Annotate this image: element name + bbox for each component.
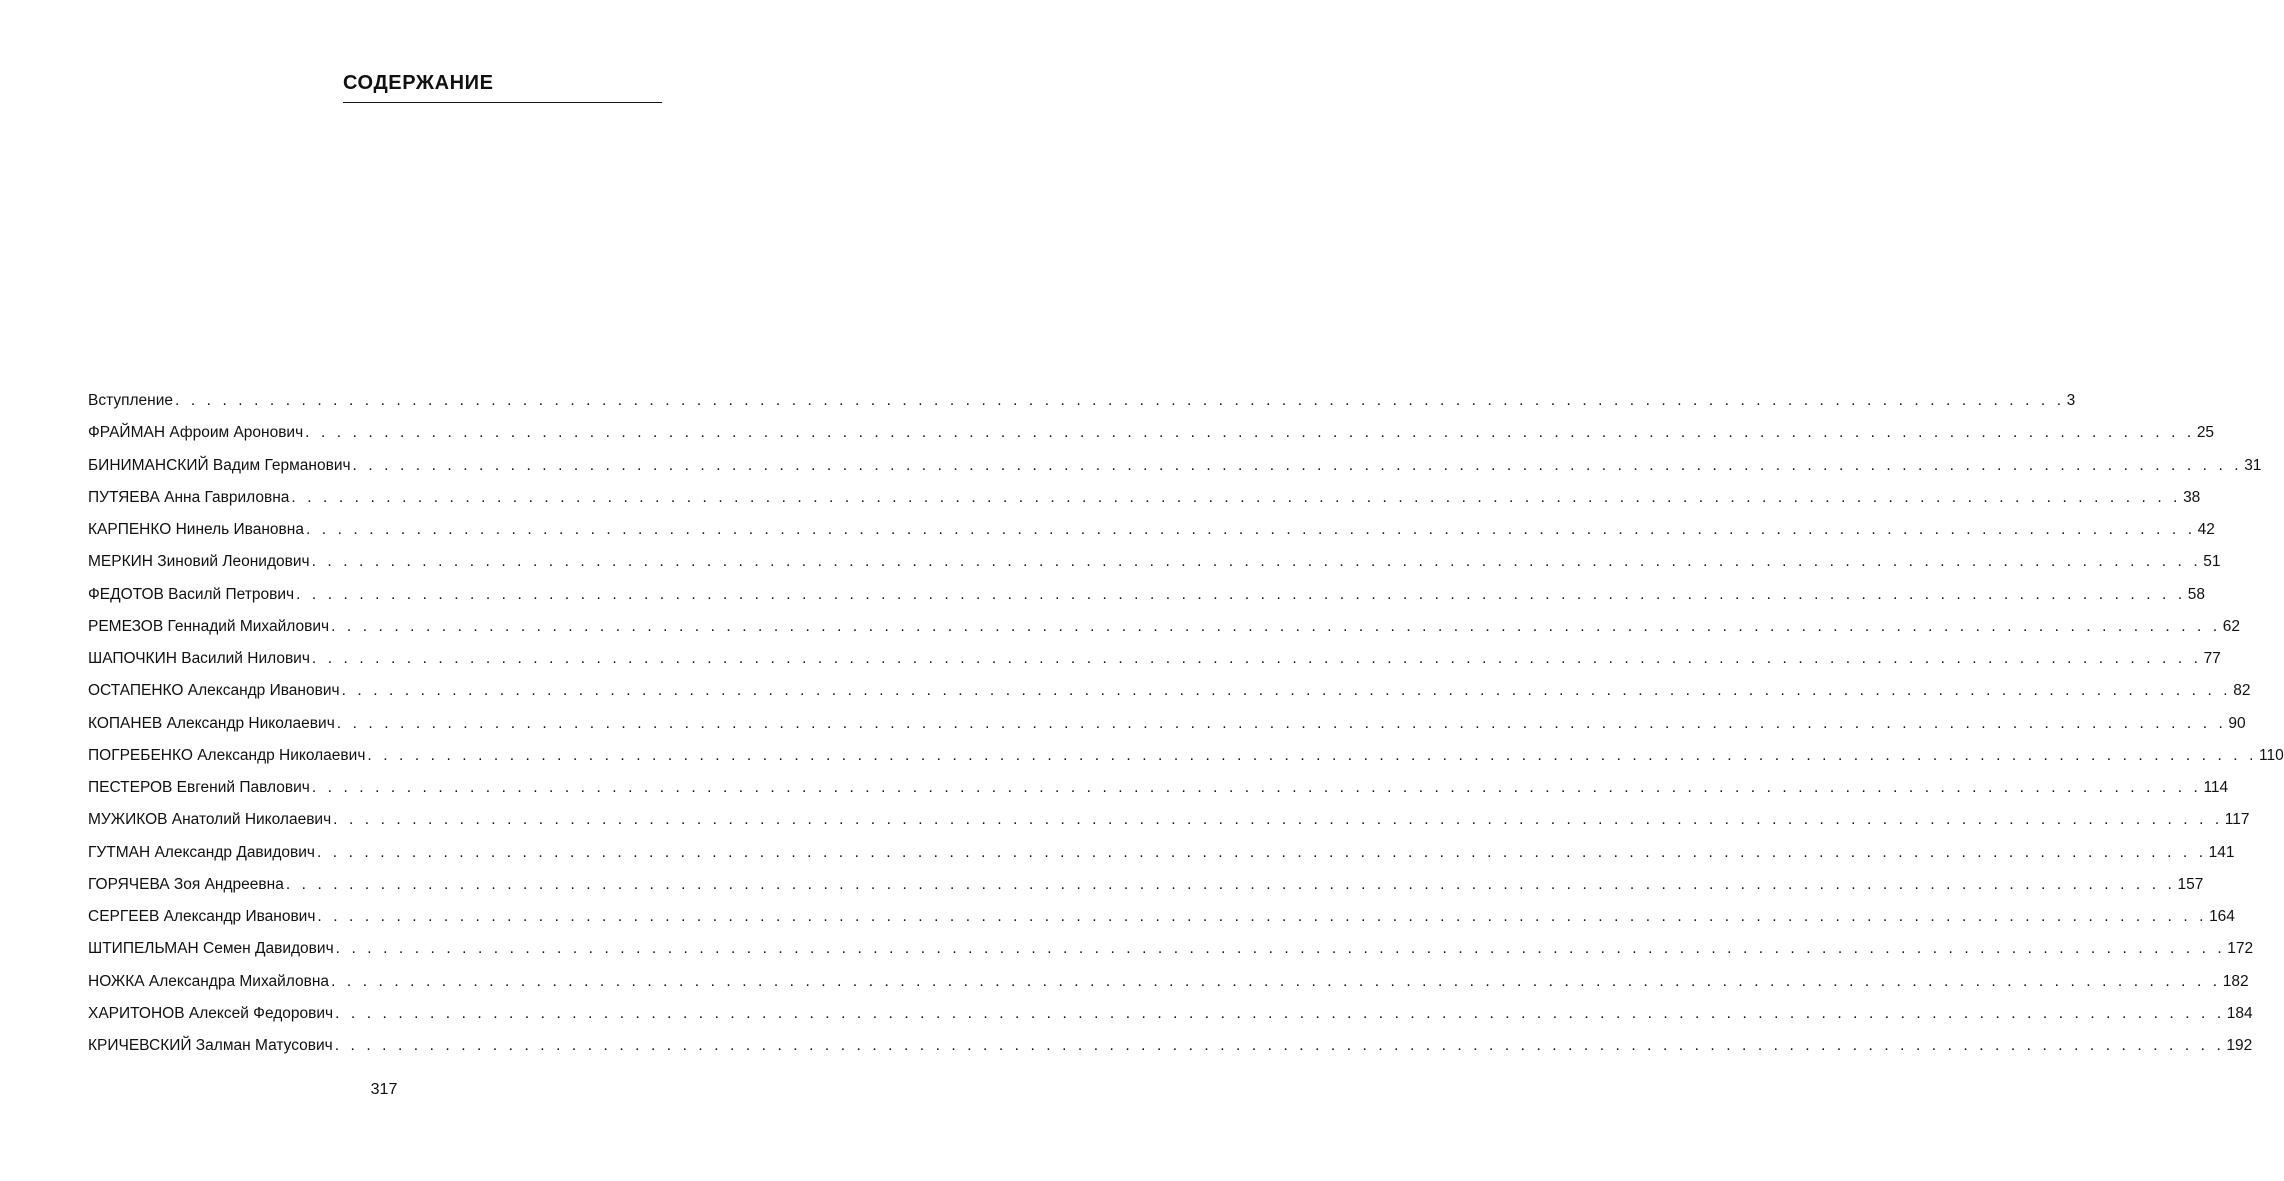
toc-leader-dots: . . . . . . . . . . . . . . . . . . . . . . . . . . . . . . . . . . . . . . . . . . . . . . . . . . . . . . . . . . . . . . . . . . . . . . . . . . . . . . . . . . . . . . . . . . . . . . . . . . . . . . . . . . . . . . . . . . . . . . . . (341, 682, 2232, 700)
toc-entry (88, 872, 2204, 904)
toc-entry-title: МЕРКИН Зиновий Леонидович (88, 553, 310, 571)
toc-leader-dots: . . . . . . . . . . . . . . . . . . . . . . . . . . . . . . . . . . . . . . . . . . . . . . . . . . . . . . . . . . . . . . . . . . . . . . . . . . . . . . . . . . . . . . . . . . . . . . . . . . . . . . . . . . . . . . . . . . . . . . . . (175, 392, 2065, 409)
toc-entry-page: 58 (2187, 585, 2205, 603)
toc-entry-page: 157 (2177, 875, 2204, 893)
toc-entry (88, 614, 2240, 646)
page-number: 317 (370, 1081, 398, 1098)
toc-entry (88, 904, 2235, 936)
toc-entry-page: 77 (2203, 650, 2221, 667)
toc-entry-title: НОЖКА Александра Михайловна (88, 972, 330, 990)
toc-entry-title: СЕРГЕЕВ Александр Иванович (88, 908, 316, 925)
toc-leader-dots: . . . . . . . . . . . . . . . . . . . . . . . . . . . . . . . . . . . . . . . . . . . . . . . . . . . . . . . . . . . . . . . . . . . . . . . . . . . . . . . . . . . . . . . . . . . . . . . . . . . . . . . . . . . . . . . . . . . . . . . . (335, 1004, 2225, 1022)
toc-entry-page: 117 (2224, 811, 2250, 829)
toc-entry-page: 184 (2226, 1004, 2253, 1022)
toc-leader-dots: . . . . . . . . . . . . . . . . . . . . . . . . . . . . . . . . . . . . . . . . . . . . . . . . . . . . . . . . . . . . . . . . . . . . . . . . . . . . . . . . . . . . . . . . . . . . . . . . . . . . . . . . . . . . . . . . . . . . . . . . (305, 521, 2196, 538)
toc-entry (88, 775, 2229, 807)
toc-entry-title: Вступление (88, 392, 174, 409)
toc-leader-dots: . . . . . . . . . . . . . . . . . . . . . . . . . . . . . . . . . . . . . . . . . . . . . . . . . . . . . . . . . . . . . . . . . . . . . . . . . . . . . . . . . . . . . . . . . . . . . . . . . . . . . . . . . . . . . . . . . . . . . . . . (336, 714, 2227, 732)
toc-entry-page: 110 (2259, 746, 2284, 764)
toc-entry-title: КАРПЕНКО Нинель Ивановна (88, 521, 304, 538)
toc-entry-title: БИНИМАНСКИЙ Вадим Германович (88, 456, 351, 474)
toc-leader-dots: . . . . . . . . . . . . . . . . . . . . . . . . . . . . . . . . . . . . . . . . . . . . . . . . . . . . . . . . . . . . . . . . . . . . . . . . . . . . . . . . . . . . . . . . . . . . . . . . . . . . . . . . . . . . . . . . . . . . . . . . (317, 908, 2208, 925)
toc-leader-dots: . . . . . . . . . . . . . . . . . . . . . . . . . . . . . . . . . . . . . . . . . . . . . . . . . . . . . . . . . . . . . . . . . . . . . . . . . . . . . . . . . . . . . . . . . . . . . . . . . . . . . . . . . . . . . . . . . . . . . . . . (311, 650, 2202, 667)
toc-entry-title: КОПАНЕВ Александр Николаевич (88, 714, 335, 732)
toc-entry-page: 82 (2233, 682, 2251, 700)
toc-entry-page: 25 (2196, 424, 2215, 442)
toc-entry (88, 1001, 2253, 1033)
toc-leader-dots: . . . . . . . . . . . . . . . . . . . . . . . . . . . . . . . . . . . . . . . . . . . . . . . . . . . . . . . . . . . . . . . . . . . . . . . . . . . . . . . . . . . . . . . . . . . . . . . . . . . . . . . . . . . . . . . . . . . . . . . . (333, 811, 2223, 829)
toc-entry-page: 114 (2203, 779, 2229, 796)
toc-entry-page: 3 (2066, 392, 2076, 409)
toc-entry-page: 164 (2209, 908, 2235, 925)
toc-entry-title: ПЕСТЕРОВ Евгений Павлович (88, 779, 310, 796)
table-of-contents (88, 388, 2284, 1065)
toc-entry (88, 678, 2251, 710)
toc-entry-title: ОСТАПЕНКО Александр Иванович (88, 682, 340, 700)
toc-entry-title: ХАРИТОНОВ Алексей Федорович (88, 1004, 334, 1022)
toc-entry (88, 453, 2262, 485)
toc-entry-page: 90 (2228, 714, 2246, 732)
toc-leader-dots: . . . . . . . . . . . . . . . . . . . . . . . . . . . . . . . . . . . . . . . . . . . . . . . . . . . . . . . . . . . . . . . . . . . . . . . . . . . . . . . . . . . . . . . . . . . . . . . . . . . . . . . . . . . . . . . . . . . . . . . . (316, 843, 2207, 861)
toc-entry (88, 936, 2254, 968)
toc-entry (88, 549, 2221, 581)
toc-leader-dots: . . . . . . . . . . . . . . . . . . . . . . . . . . . . . . . . . . . . . . . . . . . . . . . . . . . . . . . . . . . . . . . . . . . . . . . . . . . . . . . . . . . . . . . . . . . . . . . . . . . . . . . . . . . . . . . . . . . . . . . . (335, 940, 2226, 958)
toc-entry (88, 711, 2246, 743)
toc-leader-dots: . . . . . . . . . . . . . . . . . . . . . . . . . . . . . . . . . . . . . . . . . . . . . . . . . . . . . . . . . . . . . . . . . . . . . . . . . . . . . . . . . . . . . . . . . . . . . . . . . . . . . . . . . . . . . . . . . . . . . . . . (291, 488, 2182, 506)
toc-entry-title: ШТИПЕЛЬМАН Семен Давидович (88, 940, 334, 958)
toc-leader-dots: . . . . . . . . . . . . . . . . . . . . . . . . . . . . . . . . . . . . . . . . . . . . . . . . . . . . . . . . . . . . . . . . . . . . . . . . . . . . . . . . . . . . . . . . . . . . . . . . . . . . . . . . . . . . . . . . . . . . . . . . (352, 456, 2243, 474)
toc-entry-title: ГУТМАН Александр Давидович (88, 843, 315, 861)
toc-entry (88, 743, 2284, 775)
toc-leader-dots: . . . . . . . . . . . . . . . . . . . . . . . . . . . . . . . . . . . . . . . . . . . . . . . . . . . . . . . . . . . . . . . . . . . . . . . . . . . . . . . . . . . . . . . . . . . . . . . . . . . . . . . . . . . . . . . . . . . . . . . . (311, 779, 2202, 796)
toc-leader-dots: . . . . . . . . . . . . . . . . . . . . . . . . . . . . . . . . . . . . . . . . . . . . . . . . . . . . . . . . . . . . . . . . . . . . . . . . . . . . . . . . . . . . . . . . . . . . . . . . . . . . . . . . . . . . . . . . . . . . . . . . (331, 617, 2221, 635)
toc-entry-title: ПОГРЕБЕНКО Александр Николаевич (88, 746, 366, 764)
toc-leader-dots: . . . . . . . . . . . . . . . . . . . . . . . . . . . . . . . . . . . . . . . . . . . . . . . . . . . . . . . . . . . . . . . . . . . . . . . . . . . . . . . . . . . . . . . . . . . . . . . . . . . . . . . . . . . . . . . . . . . . . . . . (331, 972, 2221, 990)
toc-leader-dots: . . . . . . . . . . . . . . . . . . . . . . . . . . . . . . . . . . . . . . . . . . . . . . . . . . . . . . . . . . . . . . . . . . . . . . . . . . . . . . . . . . . . . . . . . . . . . . . . . . . . . . . . . . . . . . . . . . . . . . . . (334, 1037, 2225, 1054)
page-title: СОДЕРЖАНИЕ (343, 72, 494, 94)
toc-entry-title: КРИЧЕВСКИЙ Залман Матусович (88, 1037, 333, 1054)
toc-entry-title: РЕМЕЗОВ Геннадий Михайлович (88, 617, 330, 635)
toc-entry-page: 51 (2203, 553, 2221, 571)
toc-entry (88, 582, 2205, 614)
toc-entry-page: 141 (2208, 843, 2235, 861)
toc-entry-page: 192 (2226, 1037, 2253, 1054)
toc-entry-page: 42 (2197, 521, 2215, 538)
toc-entry-page: 172 (2227, 940, 2254, 958)
toc-entry-title: МУЖИКОВ Анатолий Николаевич (88, 811, 332, 829)
toc-entry-title: ФРАЙМАН Афроим Аронович (88, 424, 304, 442)
toc-leader-dots: . . . . . . . . . . . . . . . . . . . . . . . . . . . . . . . . . . . . . . . . . . . . . . . . . . . . . . . . . . . . . . . . . . . . . . . . . . . . . . . . . . . . . . . . . . . . . . . . . . . . . . . . . . . . . . . . . . . . . . . . (311, 553, 2202, 571)
toc-entry (88, 1033, 2253, 1065)
heading-block (343, 70, 662, 103)
toc-entry-title: ФЕДОТОВ Василй Петрович (88, 585, 295, 603)
toc-entry-page: 62 (2222, 617, 2240, 635)
toc-entry (88, 485, 2201, 517)
toc-entry-page: 31 (2244, 456, 2262, 474)
toc-entry (88, 517, 2215, 549)
toc-leader-dots: . . . . . . . . . . . . . . . . . . . . . . . . . . . . . . . . . . . . . . . . . . . . . . . . . . . . . . . . . . . . . . . . . . . . . . . . . . . . . . . . . . . . . . . . . . . . . . . . . . . . . . . . . . . . . . . . . . . . . . . . (305, 424, 2195, 442)
toc-entry-page: 38 (2183, 488, 2201, 506)
toc-entry-page: 182 (2222, 972, 2249, 990)
toc-leader-dots: . . . . . . . . . . . . . . . . . . . . . . . . . . . . . . . . . . . . . . . . . . . . . . . . . . . . . . . . . . . . . . . . . . . . . . . . . . . . . . . . . . . . . . . . . . . . . . . . . . . . . . . . . . . . . . . . . . . . . . . . (367, 746, 2258, 764)
toc-entry (88, 840, 2235, 872)
toc-entry (88, 807, 2250, 839)
toc-leader-dots: . . . . . . . . . . . . . . . . . . . . . . . . . . . . . . . . . . . . . . . . . . . . . . . . . . . . . . . . . . . . . . . . . . . . . . . . . . . . . . . . . . . . . . . . . . . . . . . . . . . . . . . . . . . . . . . . . . . . . . . . (285, 875, 2176, 893)
toc-entry (88, 969, 2249, 1001)
toc-entry-title: ПУТЯЕВА Анна Гавриловна (88, 488, 290, 506)
toc-leader-dots: . . . . . . . . . . . . . . . . . . . . . . . . . . . . . . . . . . . . . . . . . . . . . . . . . . . . . . . . . . . . . . . . . . . . . . . . . . . . . . . . . . . . . . . . . . . . . . . . . . . . . . . . . . . . . . . . . . . . . . . . (296, 585, 2186, 603)
toc-entry-title: ШАПОЧКИН Василий Нилович (88, 650, 310, 667)
toc-entry (88, 388, 2076, 420)
toc-entry-title: ГОРЯЧЕВА Зоя Андреевна (88, 875, 284, 893)
toc-entry (88, 646, 2221, 678)
toc-entry (88, 420, 2215, 452)
